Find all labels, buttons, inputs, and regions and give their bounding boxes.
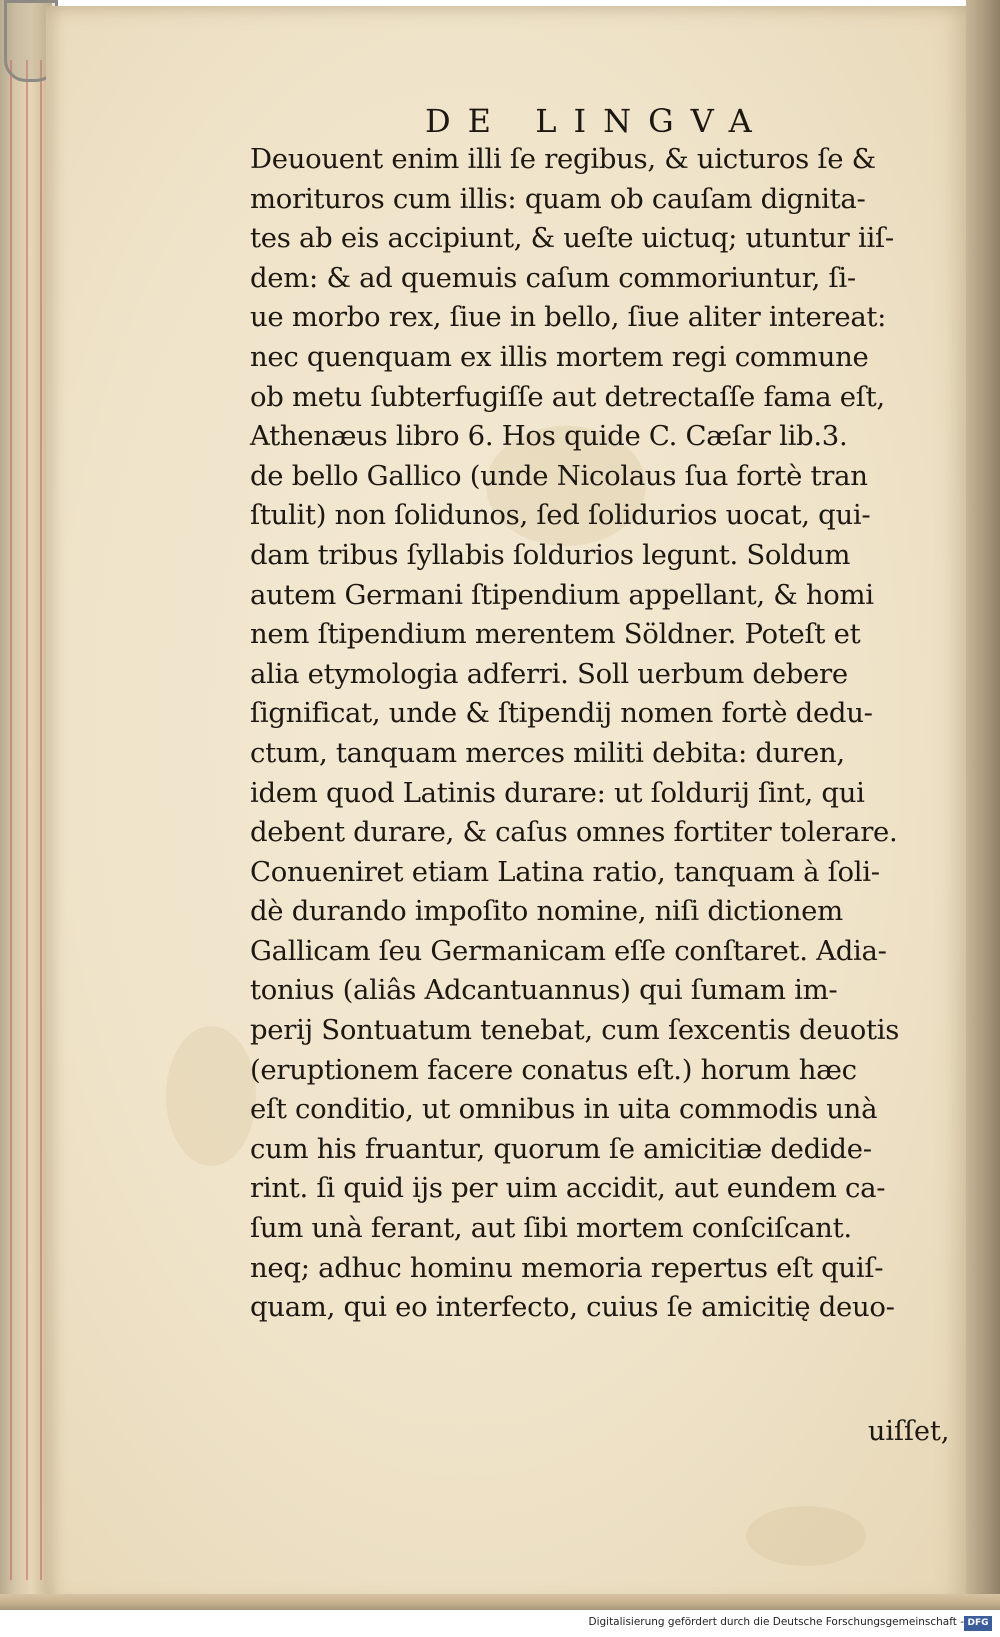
text-line: quam, qui eo interfecto, cuius ſe amicitię deuo- [250, 1291, 895, 1324]
text-line: Gallicam ſeu Germanicam eſſe conſtaret. Adia- [250, 934, 887, 967]
text-line: de bello Gallico (unde Nicolaus ſua fortè tran [250, 459, 868, 492]
red-edge-mark [40, 60, 42, 1580]
text-line: perij Sontuatum tenebat, cum ſexcentis deuotis [250, 1014, 900, 1047]
text-line: ob metu ſubterfugiſſe aut detrectaſſe fama eſt, [250, 380, 885, 413]
paper-stain [746, 1506, 866, 1566]
text-line: rint. ſi quid ijs per uim accidit, aut eundem ca- [250, 1172, 886, 1205]
body-text [250, 140, 950, 1328]
book-edge-right [966, 0, 1000, 1610]
digitization-footer [0, 1611, 1000, 1637]
footer-credit: Digitalisierung gefördert durch die Deutsche Forschungsgemeinschaft - [588, 1616, 964, 1628]
text-line: Deuouent enim illi ſe regibus, & uicturos ſe & [250, 143, 876, 175]
text-line: neq; adhuc hominu memoria repertus eſt quiſ- [250, 1251, 884, 1284]
text-line: tonius (aliâs Adcantuannus) qui ſumam im- [250, 974, 838, 1007]
text-line: ſtulit) non ſolidunos, ſed ſolidurios uocat, qui- [250, 499, 871, 532]
text-line: tes ab eis accipiunt, & ueſte uictuq; utuntur iiſ- [250, 222, 894, 255]
catchword: uiſſet, [868, 1416, 950, 1447]
text-line: cum his fruantur, quorum ſe amicitiæ dedide- [250, 1132, 872, 1165]
text-line: nem ſtipendium merentem Söldner. Poteſt et [250, 618, 861, 651]
text-line: idem quod Latinis durare: ut ſoldurij ſint, qui [250, 776, 865, 809]
text-line: ſignificat, unde & ſtipendij nomen fortè dedu- [250, 697, 873, 730]
text-line: Athenæus libro 6. Hos quide C. Cæſar lib.3. [250, 420, 848, 453]
text-line: (eruptionem facere conatus eſt.) horum hæc [250, 1053, 857, 1086]
text-line: debent durare, & caſus omnes fortiter tolerare. [250, 816, 898, 849]
red-edge-mark [26, 60, 28, 1580]
red-edge-mark [10, 60, 12, 1580]
text-line: dam tribus ſyllabis ſoldurios legunt. Soldum [250, 538, 851, 571]
text-line: ſum unà ferant, aut ſibi mortem conſciſcant. [250, 1212, 852, 1245]
text-line: ue morbo rex, ſiue in bello, ſiue aliter intereat: [250, 301, 887, 334]
text-line: eſt conditio, ut omnibus in uita commodis unà [250, 1093, 878, 1126]
dfg-logo: DFG [964, 1616, 992, 1631]
running-head: DE LINGVA [425, 102, 769, 140]
text-line: autem Germani ſtipendium appellant, & homi [250, 578, 874, 611]
text-line: dem: & ad quemuis caſum commoriuntur, ſi- [250, 261, 856, 294]
paper-stain [166, 1026, 256, 1166]
text-line: nec quenquam ex illis mortem regi commune [250, 340, 869, 373]
text-line: dè durando impoſito nomine, niſi dictionem [250, 895, 843, 928]
book-edge-bottom [0, 1594, 1000, 1610]
book-edge-left [0, 0, 52, 1610]
text-line: alia etymologia adferri. Soll uerbum debere [250, 657, 848, 690]
text-line: morituros cum illis: quam ob cauſam dignita- [250, 182, 866, 215]
text-line: Conueniret etiam Latina ratio, tanquam à ſoli- [250, 855, 880, 888]
text-line: ctum, tanquam merces militi debita: duren, [250, 736, 845, 769]
